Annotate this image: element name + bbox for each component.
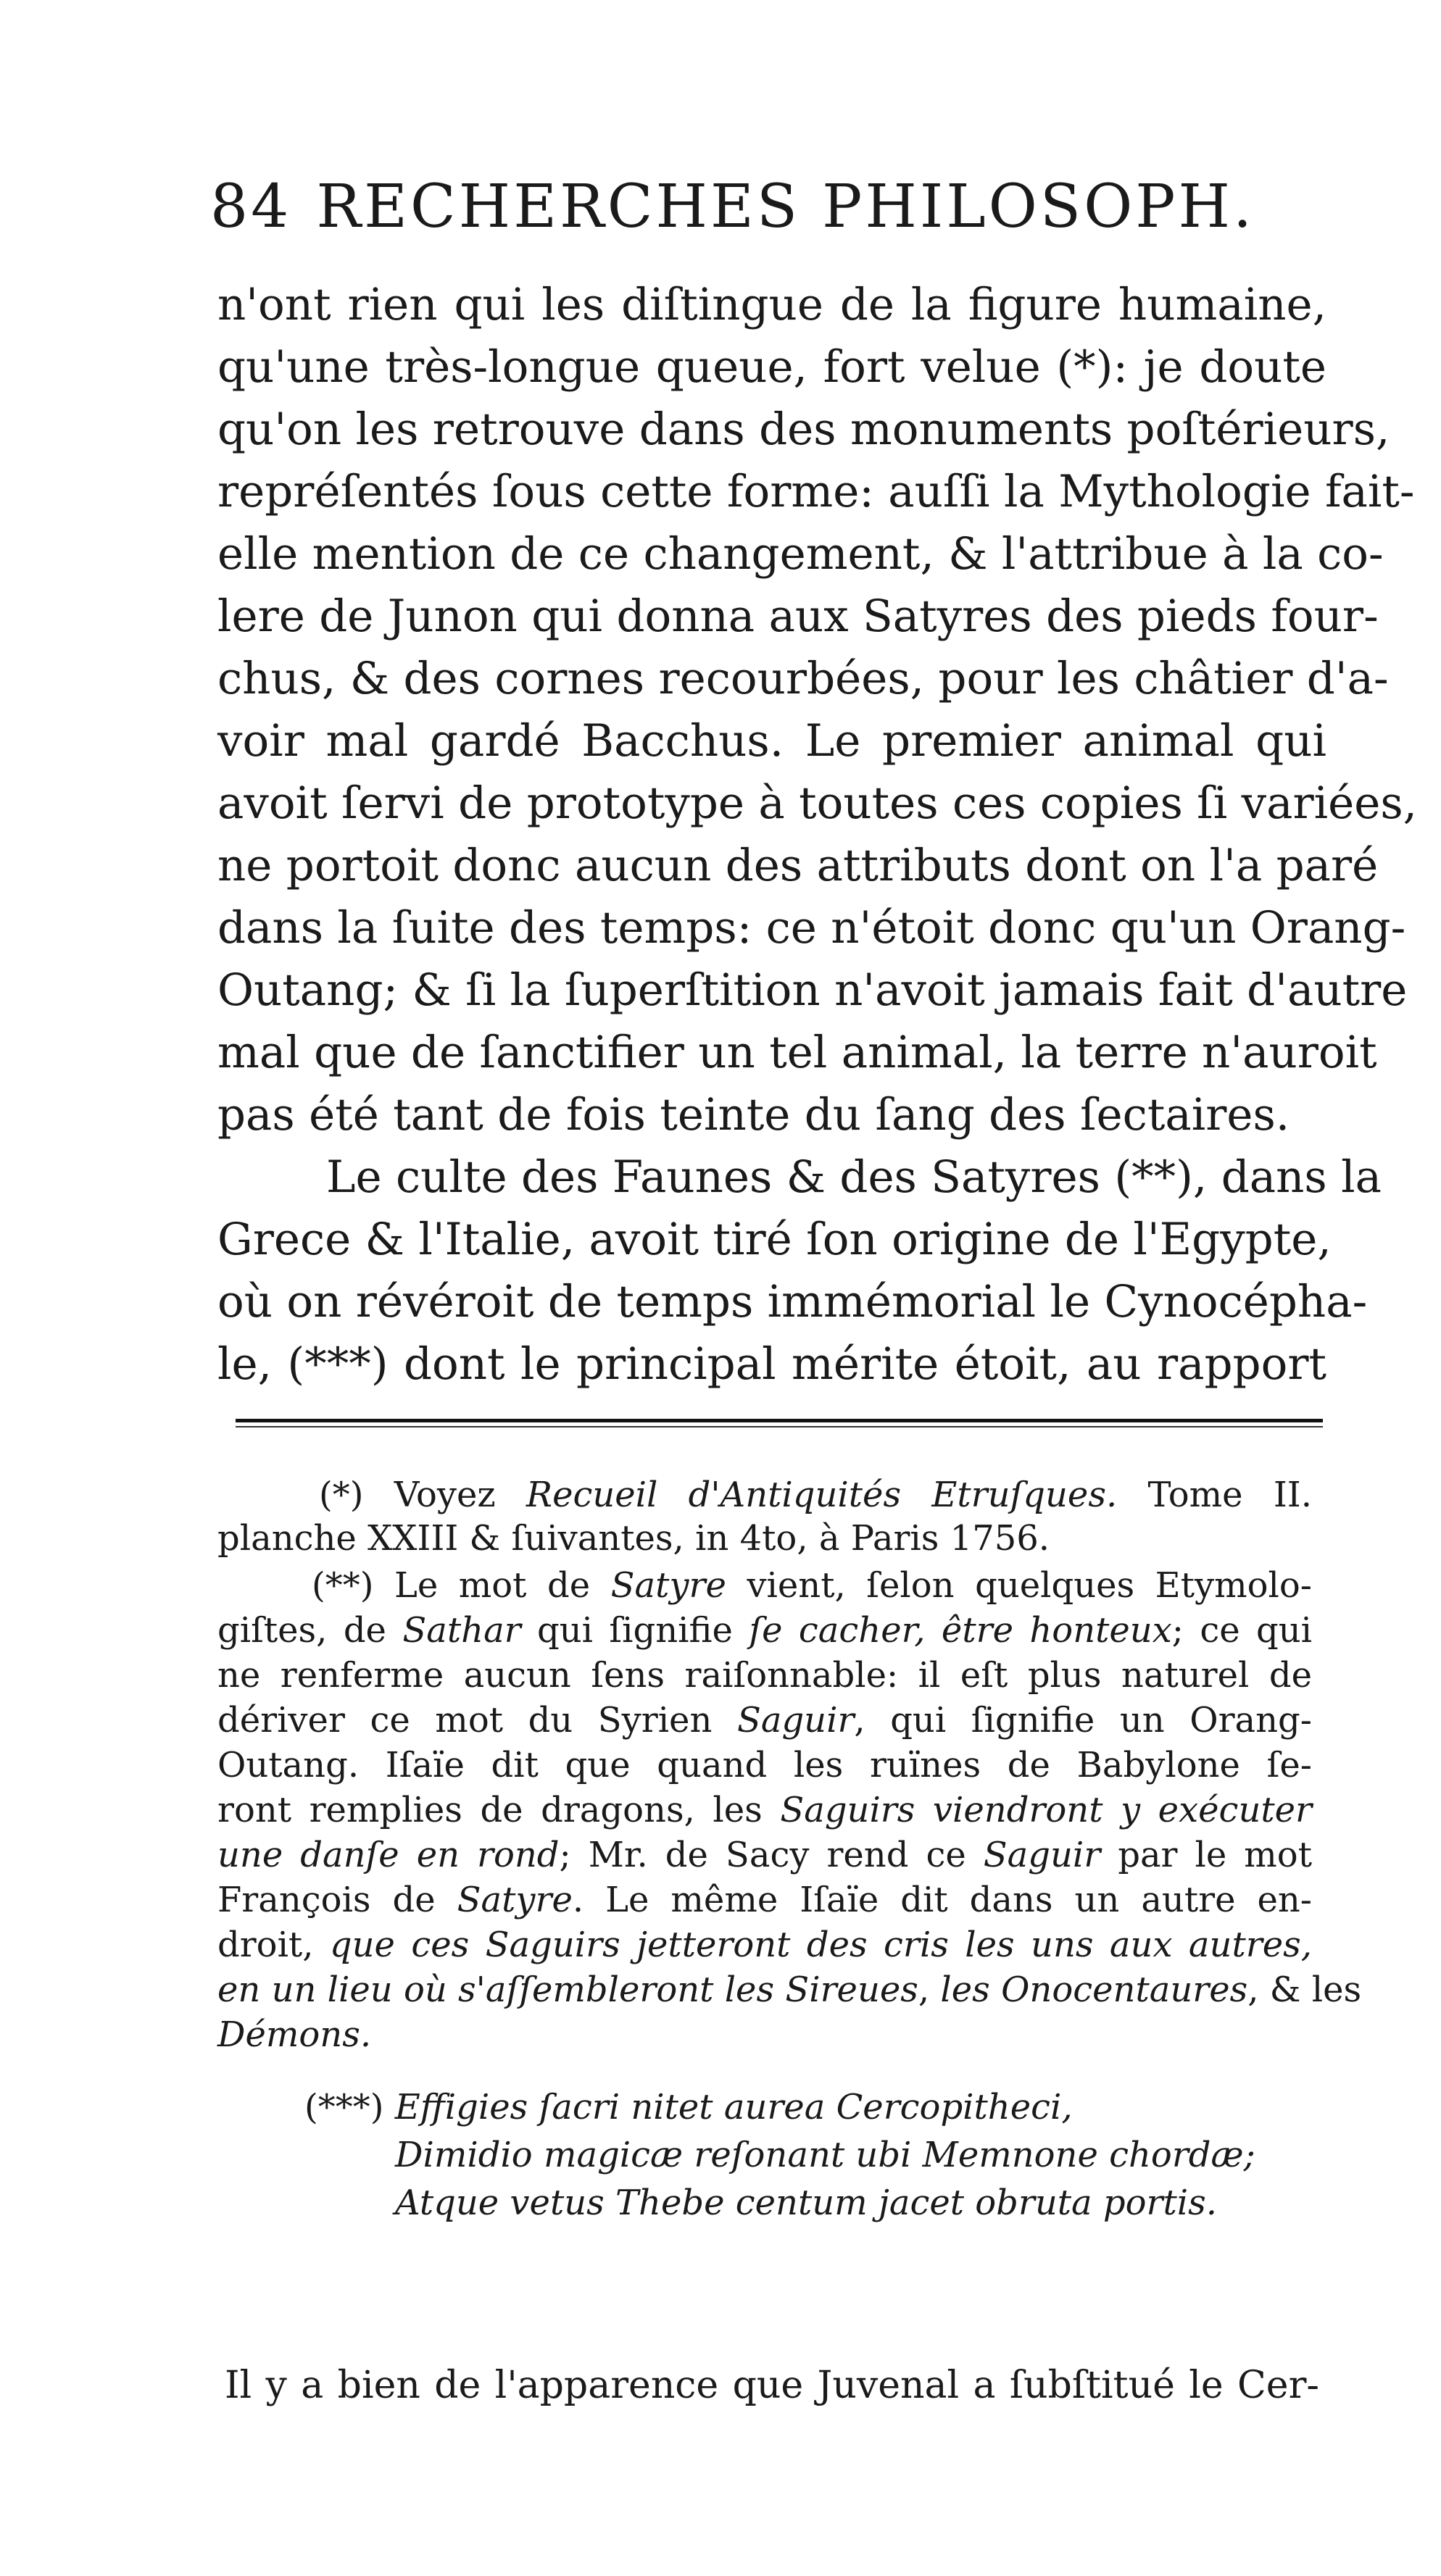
page-number: 84 <box>210 172 292 241</box>
text-line: elle mention de ce changement, & l'attribue à la co- <box>217 528 1384 580</box>
text-line: pas été tant de fois teinte du ſang des ſectaires. <box>217 1089 1290 1141</box>
text-line: voir mal gardé Bacchus. Le premier animal qui <box>217 715 1326 767</box>
footnote-3-verse-line: Dimidio magicæ reſonant ubi Memnone chordæ; <box>395 2135 1255 2175</box>
text-line: mal que de ſanctifier un tel animal, la terre n'auroit <box>217 1027 1377 1078</box>
footnote-2-line: ne renferme aucun ſens raiſonnable: il eſt plus naturel de <box>217 1655 1312 1696</box>
footnote-marker: (*) <box>319 1475 364 1515</box>
text-line: Grece & l'Italie, avoit tiré ſon origine de l'Egypte, <box>217 1214 1332 1265</box>
text-line: avoit ſervi de prototype à toutes ces copies ſi variées, <box>217 778 1418 829</box>
citation-title: Recueil d'Antiquités Etruſques. <box>526 1475 1118 1515</box>
text-line: où on révéroit de temps immémorial le Cynocépha- <box>217 1276 1368 1327</box>
footnote-2-line: en un lieu où s'aſſembleront les Sireues, les Onocentaures, & les <box>217 1969 1362 2010</box>
continuation-line: Il y a bien de l'apparence que Juvenal a ſubſtitué le Cer- <box>225 2364 1319 2407</box>
running-title: RECHERCHES PHILOSOPH. <box>316 172 1255 241</box>
footnote-2-line: une danſe en rond; Mr. de Sacy rend ce Saguir par le mot <box>217 1835 1312 1875</box>
footnote-1-line: planche XXIII & ſuivantes, in 4to, à Paris 1756. <box>217 1518 1050 1559</box>
text-line: qu'on les retrouve dans des monuments poſtérieurs, <box>217 404 1390 455</box>
text-line: chus, & des cornes recourbées, pour les châtier d'a- <box>217 653 1389 704</box>
footnote-2-line: droit, que ces Saguirs jetteront des cris les uns aux autres, <box>217 1925 1312 1965</box>
footnote-marker: (**) <box>312 1565 374 1606</box>
footnote-3-verse-line: Atque vetus Thebe centum jacet obruta portis. <box>395 2183 1218 2223</box>
paragraph-start: Le culte des Faunes & des Satyres (**), dans la <box>326 1151 1382 1203</box>
text-line: repréſentés ſous cette forme: auſſi la Mythologie fait- <box>217 466 1415 517</box>
footnote-marker: (***) <box>304 2087 384 2127</box>
text-line: dans la ſuite des temps: ce n'étoit donc qu'un Orang- <box>217 902 1406 954</box>
footnote-separator-thin <box>236 1426 1323 1427</box>
text-line: ne portoit donc aucun des attributs dont on l'a paré <box>217 840 1379 891</box>
footnote-1: (*) Voyez Recueil d'Antiquités Etruſques. Tome II. <box>319 1475 1312 1515</box>
footnote-2-line: ront remplies de dragons, les Saguirs viendront y exécuter <box>217 1790 1312 1830</box>
footnote-2-line: Outang. Iſaïe dit que quand les ruïnes de Babylone ſe- <box>217 1745 1312 1785</box>
text-line: lere de Junon qui donna aux Satyres des pieds four- <box>217 591 1379 642</box>
footnote-2-line: giſtes, de Sathar qui ſignifie ſe cacher, être honteux; ce qui <box>217 1610 1313 1651</box>
footnote-separator <box>236 1419 1323 1422</box>
footnote-2-line: François de Satyre. Le même Iſaïe dit dans un autre en- <box>217 1880 1312 1920</box>
running-header <box>210 172 1255 241</box>
text-line: le, (***) dont le principal mérite étoit, au rapport <box>217 1338 1326 1390</box>
text-line: Outang; & ſi la ſuperſtition n'avoit jamais fait d'autre <box>217 964 1408 1016</box>
footnote-2-line: Démons. <box>217 2014 372 2055</box>
text-line: qu'une très-longue queue, fort velue (*): je doute <box>217 341 1326 393</box>
footnote-2-line: dériver ce mot du Syrien Saguir, qui ſignifie un Orang- <box>217 1700 1313 1741</box>
text-line: n'ont rien qui les diſtingue de la figure humaine, <box>217 279 1326 330</box>
footnote-2: (**) Le mot de Satyre vient, ſelon quelques Etymolo- <box>312 1565 1313 1606</box>
footnote-3-verse-line: (***) Effigies ſacri nitet aurea Cercopitheci, <box>304 2087 1073 2127</box>
